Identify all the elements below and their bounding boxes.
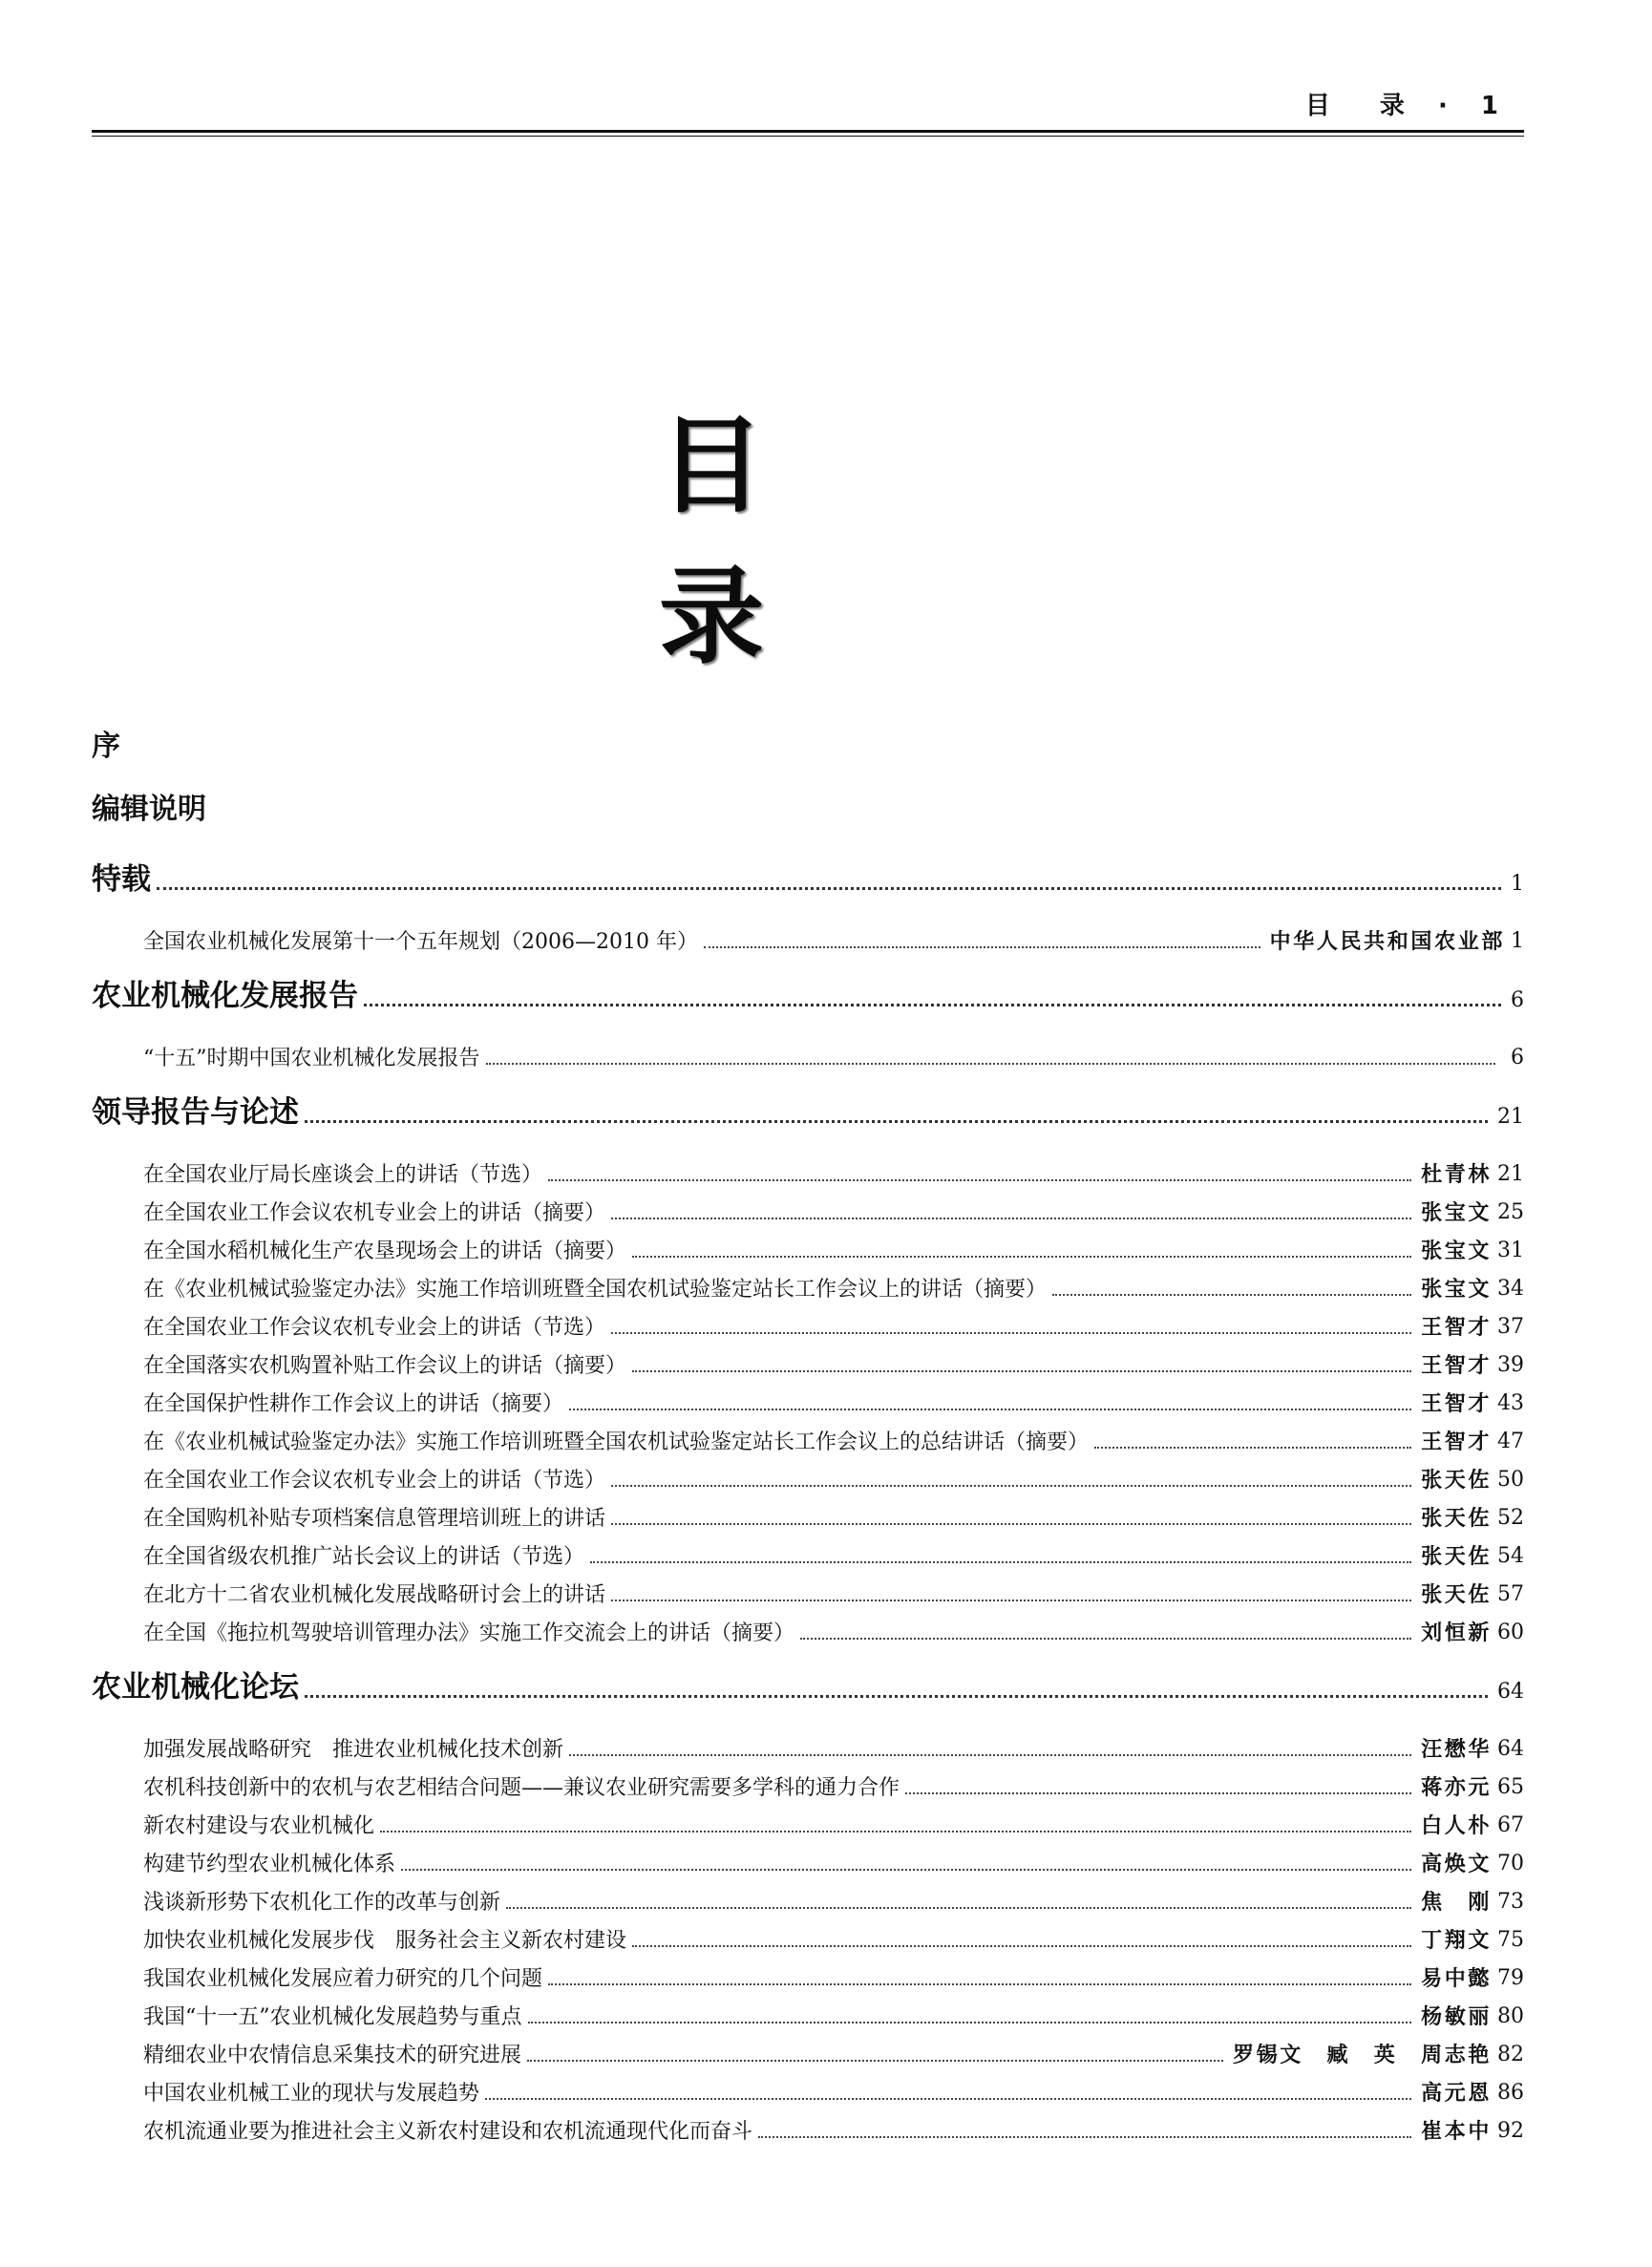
- entry-page-number: 43: [1497, 1391, 1524, 1415]
- front-matter-preface[interactable]: 序: [92, 730, 120, 763]
- section-page-number: 64: [1497, 1680, 1524, 1704]
- toc-section-heading[interactable]: [92, 968, 1524, 1014]
- toc-entry[interactable]: [143, 1570, 1524, 1608]
- toc-entry[interactable]: [143, 1608, 1524, 1646]
- entry-author: 王智才: [1421, 1430, 1492, 1454]
- toc-entry-list: [92, 1150, 1524, 1646]
- leader-dots: [611, 1331, 1411, 1334]
- toc-entry[interactable]: [143, 917, 1524, 955]
- leader-dots: [380, 1830, 1411, 1833]
- toc-entry[interactable]: [143, 2107, 1524, 2145]
- entry-page-number: 54: [1497, 1544, 1524, 1568]
- toc-entry-list: [92, 917, 1524, 955]
- leader-dots: [157, 886, 1501, 890]
- entry-title: 新农村建设与农业机械化: [143, 1814, 375, 1838]
- toc-section-heading[interactable]: [92, 1085, 1524, 1131]
- section-page-number: 21: [1497, 1105, 1524, 1129]
- toc-entry[interactable]: [143, 2068, 1524, 2107]
- toc-entry[interactable]: [143, 1801, 1524, 1839]
- entry-page-number: 79: [1497, 1966, 1524, 1990]
- toc-section-heading[interactable]: [92, 852, 1524, 898]
- entry-author: 张宝文: [1421, 1277, 1492, 1302]
- entry-title: 在《农业机械试验鉴定办法》实施工作培训班暨全国农机试验鉴定站长工作会议上的讲话（摘要）: [143, 1278, 1048, 1302]
- entry-page-number: 1: [1511, 929, 1524, 953]
- entry-author: 刘恒新: [1421, 1621, 1492, 1645]
- leader-dots: [905, 1791, 1411, 1794]
- entry-page-number: 50: [1497, 1468, 1524, 1492]
- entry-title: 在北方十二省农业机械化发展战略研讨会上的讲话: [143, 1583, 606, 1607]
- entry-author: 张宝文: [1421, 1200, 1492, 1225]
- entry-title: 浅谈新形势下农机化工作的改革与创新: [143, 1891, 501, 1915]
- leader-dots: [611, 1484, 1411, 1487]
- toc-entry[interactable]: [143, 1226, 1524, 1264]
- toc-entry[interactable]: [143, 1992, 1524, 2030]
- entry-author: 易中懿: [1421, 1966, 1492, 1991]
- entry-author: 杨敏丽: [1421, 2004, 1492, 2029]
- entry-page-number: 21: [1497, 1162, 1524, 1186]
- entry-title: 加强发展战略研究 推进农业机械化技术创新: [143, 1738, 564, 1762]
- entry-author: 高焕文: [1421, 1852, 1492, 1876]
- section-title: 农业机械化发展报告: [92, 979, 358, 1013]
- entry-author: 张天佐: [1421, 1582, 1492, 1607]
- entry-author: 丁翔文: [1421, 1928, 1492, 1953]
- table-of-contents: [92, 726, 1524, 2145]
- leader-dots: [590, 1560, 1411, 1563]
- entry-page-number: 65: [1497, 1775, 1524, 1799]
- leader-dots: [611, 1217, 1411, 1219]
- entry-title: 构建节约型农业机械化体系: [143, 1853, 396, 1876]
- leader-dots: [548, 1178, 1411, 1181]
- leader-dots: [485, 2097, 1411, 2100]
- entry-title: 我国农业机械化发展应着力研究的几个问题: [143, 1967, 543, 1991]
- entry-title: 在全国省级农机推广站长会议上的讲话（节选）: [143, 1545, 585, 1569]
- entry-page-number: 92: [1497, 2119, 1524, 2143]
- entry-page-number: 31: [1497, 1239, 1524, 1262]
- toc-entry[interactable]: [143, 1150, 1524, 1188]
- leader-dots: [632, 1369, 1411, 1372]
- entry-page-number: 6: [1511, 1046, 1524, 1070]
- leader-dots: [569, 1753, 1411, 1756]
- entry-page-number: 37: [1497, 1315, 1524, 1339]
- leader-dots: [305, 1119, 1488, 1123]
- entry-title: 在全国水稻机械化生产农垦现场会上的讲话（摘要）: [143, 1239, 627, 1263]
- entry-author: 高元恩: [1421, 2081, 1492, 2106]
- entry-page-number: 70: [1497, 1852, 1524, 1875]
- leader-dots: [758, 2135, 1411, 2138]
- toc-entry[interactable]: [143, 1839, 1524, 1877]
- leader-dots: [486, 1062, 1496, 1065]
- entry-title: 农机流通业要为推进社会主义新农村建设和农机流通现代化而奋斗: [143, 2120, 753, 2144]
- entry-author: 张宝文: [1421, 1239, 1492, 1263]
- toc-entry-list: [92, 1033, 1524, 1071]
- toc-entry[interactable]: [143, 2030, 1524, 2068]
- entry-page-number: 52: [1497, 1506, 1524, 1530]
- toc-entry[interactable]: [143, 1264, 1524, 1303]
- entry-title: 在全国农业工作会议农机专业会上的讲话（摘要）: [143, 1201, 606, 1225]
- entry-title: “十五”时期中国农业机械化发展报告: [143, 1047, 480, 1070]
- leader-dots: [800, 1637, 1411, 1640]
- toc-entry[interactable]: [143, 1379, 1524, 1417]
- leader-dots: [506, 1906, 1411, 1909]
- toc-entry[interactable]: [143, 1417, 1524, 1455]
- entry-page-number: 67: [1497, 1813, 1524, 1837]
- entry-title: 在全国农业工作会议农机专业会上的讲话（节选）: [143, 1316, 606, 1340]
- entry-page-number: 47: [1497, 1430, 1524, 1453]
- toc-entry[interactable]: [143, 1494, 1524, 1532]
- toc-entry[interactable]: [143, 1877, 1524, 1916]
- entry-page-number: 34: [1497, 1277, 1524, 1301]
- entry-author: 蒋亦元: [1421, 1775, 1492, 1800]
- entry-author: 汪懋华: [1421, 1737, 1492, 1762]
- section-page-number: 1: [1511, 872, 1524, 896]
- entry-title: 在全国保护性耕作工作会议上的讲话（摘要）: [143, 1392, 564, 1416]
- entry-page-number: 39: [1497, 1353, 1524, 1377]
- toc-entry[interactable]: [143, 1455, 1524, 1494]
- entry-author: 王智才: [1421, 1391, 1492, 1416]
- toc-entry[interactable]: [143, 1303, 1524, 1341]
- entry-author: 张天佐: [1421, 1506, 1492, 1531]
- entry-author: 白人朴: [1421, 1813, 1492, 1838]
- toc-entry[interactable]: [143, 1725, 1524, 1763]
- entry-author: 王智才: [1421, 1315, 1492, 1340]
- entry-title: 精细农业中农情信息采集技术的研究进展: [143, 2044, 522, 2067]
- leader-dots: [528, 2021, 1412, 2023]
- leader-dots: [611, 1522, 1411, 1525]
- leader-dots: [632, 1944, 1411, 1947]
- entry-author: 杜青林: [1421, 1162, 1492, 1187]
- header-rule: [92, 130, 1524, 137]
- entry-title: 在全国购机补贴专项档案信息管理培训班上的讲话: [143, 1507, 606, 1531]
- entry-title: 加快农业机械化发展步伐 服务社会主义新农村建设: [143, 1929, 627, 1953]
- entry-page-number: 75: [1497, 1928, 1524, 1952]
- toc-entry[interactable]: [143, 1954, 1524, 1992]
- entry-page-number: 60: [1497, 1621, 1524, 1644]
- section-title: 领导报告与论述: [92, 1095, 299, 1130]
- entry-page-number: 73: [1497, 1890, 1524, 1914]
- section-title: 农业机械化论坛: [92, 1670, 299, 1705]
- entry-page-number: 64: [1497, 1737, 1524, 1761]
- entry-page-number: 25: [1497, 1200, 1524, 1224]
- entry-title: 全国农业机械化发展第十一个五年规划（2006—2010 年）: [143, 930, 698, 954]
- leader-dots: [305, 1694, 1488, 1698]
- entry-author: 罗锡文 臧 英 周志艳: [1232, 2043, 1492, 2067]
- entry-title: 我国“十一五”农业机械化发展趋势与重点: [143, 2005, 522, 2029]
- leader-dots: [569, 1408, 1411, 1410]
- leader-dots: [1094, 1446, 1411, 1449]
- toc-entry[interactable]: [143, 1916, 1524, 1954]
- leader-dots: [401, 1868, 1411, 1871]
- running-head: 目 录 · 1: [1304, 92, 1511, 120]
- entry-title: 在全国《拖拉机驾驶培训管理办法》实施工作交流会上的讲话（摘要）: [143, 1621, 795, 1645]
- entry-title: 中国农业机械工业的现状与发展趋势: [143, 2082, 480, 2106]
- toc-entry[interactable]: [143, 1532, 1524, 1570]
- toc-entry[interactable]: [143, 1341, 1524, 1379]
- entry-title: 农机科技创新中的农机与农艺相结合问题——兼议农业研究需要多学科的通力合作: [143, 1776, 900, 1800]
- toc-entry-list: [92, 1725, 1524, 2145]
- entry-title: 在全国农业厅局长座谈会上的讲话（节选）: [143, 1163, 543, 1187]
- leader-dots: [632, 1255, 1411, 1258]
- page-title: 目录: [659, 405, 888, 678]
- entry-author: 焦 刚: [1421, 1890, 1492, 1915]
- leader-dots: [364, 1003, 1501, 1006]
- entry-page-number: 86: [1497, 2081, 1524, 2105]
- entry-page-number: 57: [1497, 1582, 1524, 1606]
- leader-dots: [548, 1982, 1411, 1985]
- entry-author: 王智才: [1421, 1353, 1492, 1378]
- entry-title: 在全国落实农机购置补贴工作会议上的讲话（摘要）: [143, 1354, 627, 1378]
- section-title: 特载: [92, 862, 151, 897]
- front-matter-editorial-notes[interactable]: 编辑说明: [92, 793, 206, 826]
- entry-author: 张天佐: [1421, 1468, 1492, 1493]
- toc-entry[interactable]: [143, 1033, 1524, 1071]
- toc-entry[interactable]: [143, 1763, 1524, 1801]
- leader-dots: [704, 945, 1260, 948]
- entry-page-number: 82: [1497, 2043, 1524, 2066]
- toc-section-heading[interactable]: [92, 1660, 1524, 1706]
- leader-dots: [527, 2059, 1223, 2062]
- entry-title: 在《农业机械试验鉴定办法》实施工作培训班暨全国农机试验鉴定站长工作会议上的总结讲话（摘要）: [143, 1430, 1090, 1454]
- entry-page-number: 80: [1497, 2004, 1524, 2028]
- entry-author: 张天佐: [1421, 1544, 1492, 1569]
- entry-title: 在全国农业工作会议农机专业会上的讲话（节选）: [143, 1469, 606, 1493]
- toc-entry[interactable]: [143, 1188, 1524, 1226]
- leader-dots: [1052, 1293, 1411, 1296]
- section-page-number: 6: [1511, 988, 1524, 1012]
- entry-author: 崔本中: [1421, 2119, 1492, 2144]
- leader-dots: [611, 1599, 1411, 1601]
- entry-author: 中华人民共和国农业部: [1269, 929, 1505, 954]
